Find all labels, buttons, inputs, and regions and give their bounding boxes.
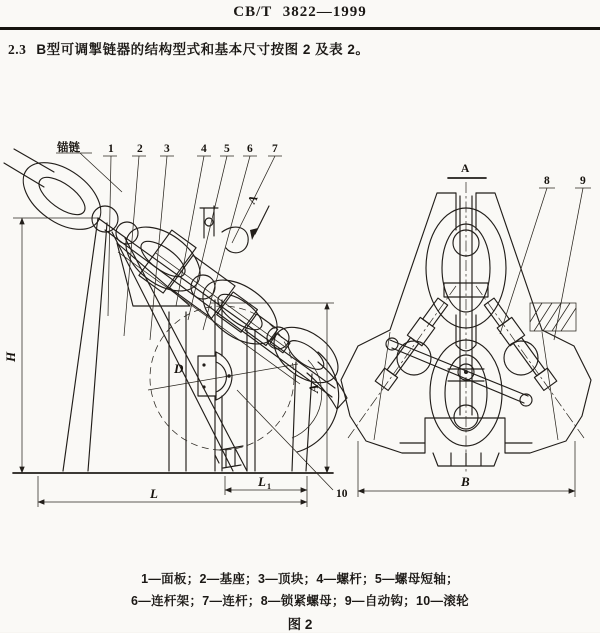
part-label-6: 6 (247, 143, 253, 155)
dim-label-L1-sub: 1 (267, 482, 271, 491)
part-label-3: 3 (164, 143, 170, 155)
part-label-4: 4 (201, 143, 207, 155)
view-arrow-left (250, 206, 269, 240)
dim-H (13, 218, 98, 473)
dim-label-L1: L (258, 474, 266, 489)
anchor-chain-label: 锚链 (57, 142, 80, 154)
left-hole (397, 341, 431, 375)
dim-label-A: A (306, 384, 321, 393)
standard-code: CB/T 3822—1999 (233, 4, 367, 20)
view-arrow-label-left: A (246, 193, 261, 207)
dim-label-L: L (150, 486, 158, 501)
left-view (3, 140, 348, 507)
part-leaders-right (500, 188, 591, 340)
figure-2 (0, 118, 600, 564)
clause-line (8, 38, 592, 58)
part-label-7: 7 (272, 143, 278, 155)
stopper-frame (13, 218, 339, 473)
header-rule (0, 27, 600, 30)
dim-label-H: H (3, 351, 18, 362)
part-label-2: 2 (137, 143, 143, 155)
clause-number: 2.3 (8, 42, 27, 57)
figure-legend-line-1: 1—面板；2—基座；3—顶块；4—螺杆；5—螺母短轴； (141, 572, 459, 586)
figure-caption: 图 2 (287, 617, 313, 632)
figure-legend-line-2: 6—连杆架；7—连杆；8—锁紧螺母；9—自动钩；10—滚轮 (131, 594, 469, 608)
right-view (341, 163, 591, 497)
centre-chain (426, 182, 506, 472)
dim-L (38, 476, 307, 507)
dim-label-B: B (461, 474, 470, 489)
part-label-5: 5 (224, 143, 230, 155)
part-label-1: 1 (108, 143, 114, 155)
view-label-right: A (461, 163, 470, 175)
screw-mechanism (139, 230, 303, 371)
part-label-10: 10 (336, 488, 348, 500)
dim-label-D: D (174, 361, 184, 376)
part-label-9: 9 (580, 175, 586, 187)
hatched-section (530, 303, 576, 331)
top-fork-and-hook (200, 206, 248, 253)
clause-text: B型可调掣链器的结构型式和基本尺寸按图 2 及表 2。 (36, 42, 370, 57)
part-label-8: 8 (544, 175, 550, 187)
figure-2-drawing (0, 118, 600, 564)
